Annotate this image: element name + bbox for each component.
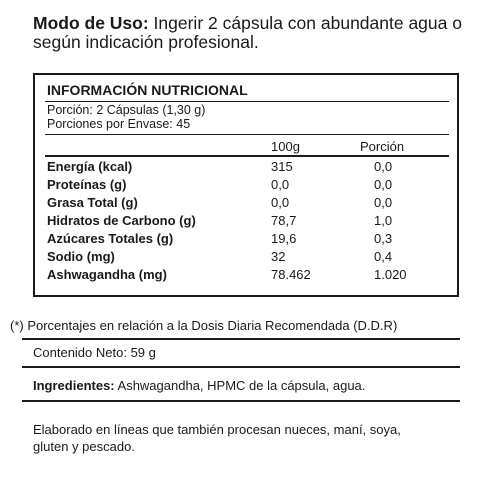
value-per-portion: 0,0 [374,159,393,174]
value-per-100g: 78,7 [271,213,297,228]
nutrient-row [35,267,457,284]
nutrient-row [35,249,457,266]
nutrient-row [35,177,457,194]
value-per-portion: 0,4 [374,249,393,264]
nutrient-label: Hidratos de Carbono (g) [47,213,196,228]
nutrient-row [35,231,457,248]
ingredients-text: Ashwagandha, HPMC de la cápsula, agua. [114,378,366,393]
divider [22,338,460,340]
serving-size: Porción: 2 Cápsulas (1,30 g) [47,103,206,117]
allergen-notice: Elaborado en líneas que también procesan nueces, maní, soya, gluten y pescado. [33,422,401,454]
nutrient-label: Grasa Total (g) [47,195,138,210]
value-per-portion: 1,0 [374,213,393,228]
nutrition-title: INFORMACIÓN NUTRICIONAL [47,82,248,98]
servings-per-container: Porciones por Envase: 45 [47,117,191,131]
column-header-portion: Porción [360,139,405,154]
divider [22,400,460,402]
divider [45,134,449,135]
value-per-100g: 32 [271,249,286,264]
usage-instructions [33,14,473,52]
value-per-100g: 315 [271,159,293,174]
value-per-100g: 78.462 [271,267,311,282]
nutrient-row [35,195,457,212]
usage-label: Modo de Uso: [33,13,149,33]
nutrition-facts-panel [33,73,459,297]
divider [22,366,460,368]
ddr-footnote: (*) Porcentajes en relación a la Dosis Diaria Recomendada (D.D.R) [10,318,398,333]
value-per-portion: 0,0 [374,195,393,210]
value-per-portion: 1.020 [374,267,407,282]
nutrient-label: Energía (kcal) [47,159,133,174]
divider [45,155,449,157]
nutrient-label: Proteínas (g) [47,177,127,192]
nutrient-row [35,213,457,230]
net-content: Contenido Neto: 59 g [33,345,156,360]
ingredients-label: Ingredientes: [33,378,115,393]
nutrient-label: Sodio (mg) [47,249,115,264]
nutrient-label: Azúcares Totales (g) [47,231,174,246]
value-per-100g: 19,6 [271,231,297,246]
nutrient-label: Ashwagandha (mg) [47,267,167,282]
value-per-portion: 0,3 [374,231,393,246]
usage-text: Ingerir 2 cápsula con abundante agua o según indicación profesional. [33,13,462,52]
value-per-100g: 0,0 [271,177,290,192]
nutrient-row [35,159,457,176]
value-per-100g: 0,0 [271,195,290,210]
ingredients [33,378,365,393]
column-header-100g: 100g [271,139,300,154]
divider [45,101,449,102]
value-per-portion: 0,0 [374,177,393,192]
